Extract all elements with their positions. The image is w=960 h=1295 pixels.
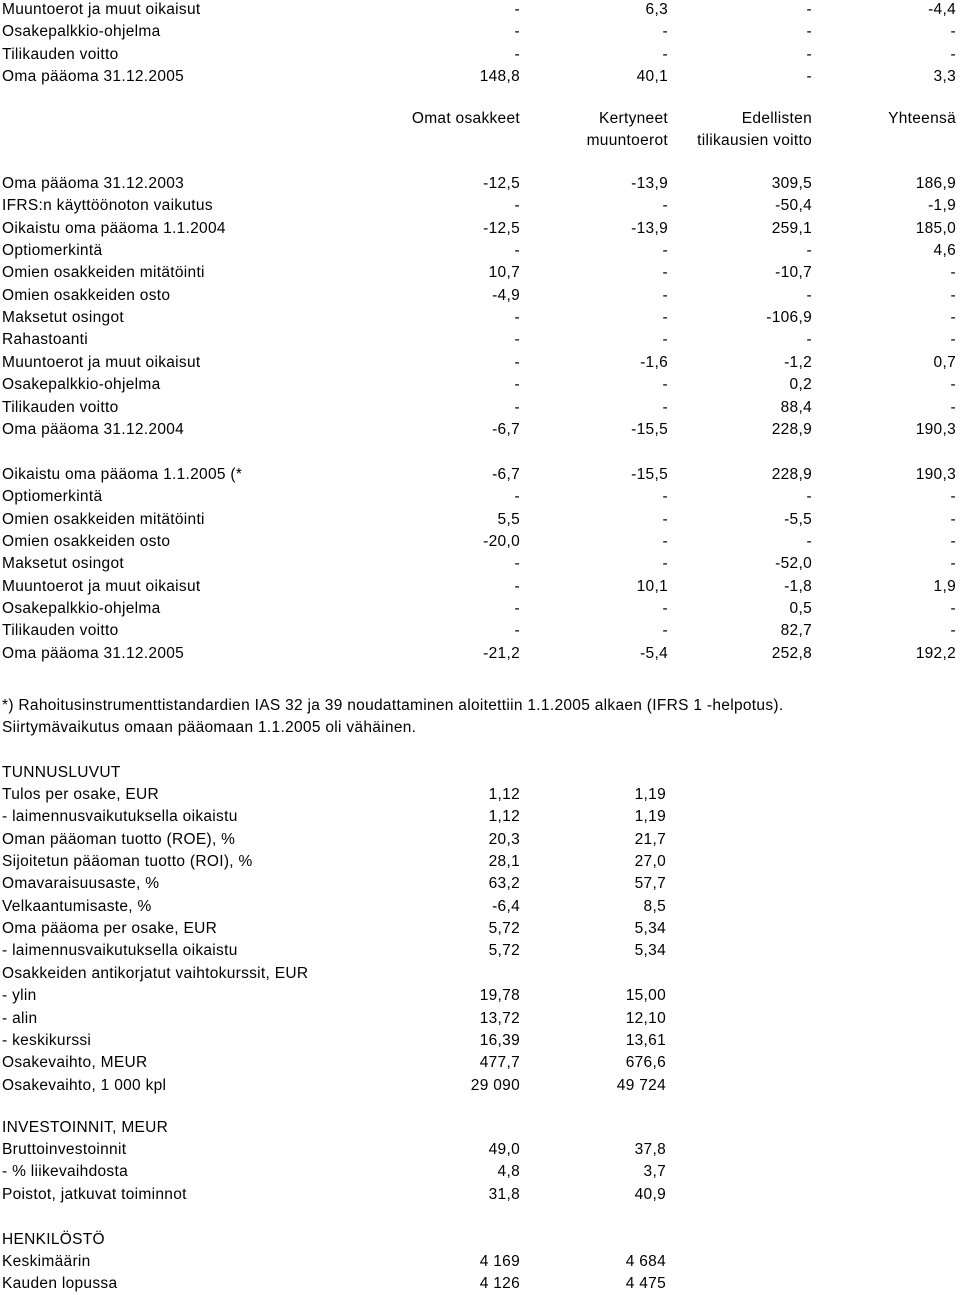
- row-label: Omien osakkeiden mitätöinti: [2, 510, 205, 528]
- cell-value: -: [514, 353, 520, 371]
- cell-value: 0,2: [789, 376, 812, 394]
- row-label: Tilikauden voitto: [2, 45, 119, 63]
- cell-value: 6,3: [645, 1, 668, 18]
- cell-value: -6,7: [492, 420, 520, 438]
- table-row: [0, 1184, 960, 1206]
- cell-value: 1,12: [488, 786, 520, 803]
- cell-value: 8,5: [643, 897, 666, 915]
- table-row: [0, 195, 960, 217]
- header-tilikausien-voitto: tilikausien voitto: [697, 132, 812, 149]
- row-label: - ylin: [2, 987, 37, 1005]
- row-label: Muuntoerot ja muut oikaisut: [2, 577, 201, 595]
- cell-value: 228,9: [771, 420, 812, 438]
- cell-value: 4 684: [625, 1253, 666, 1270]
- table-row: [0, 1008, 960, 1030]
- cell-value: -50,4: [775, 197, 812, 215]
- cell-value: -: [806, 488, 812, 506]
- cell-value: -: [950, 45, 956, 63]
- cell-value: -15,5: [631, 466, 668, 483]
- cell-value: 49 724: [616, 1076, 666, 1094]
- cell-value: -6,4: [492, 897, 520, 915]
- cell-value: 259,1: [771, 219, 812, 237]
- cell-value: 5,72: [488, 920, 520, 938]
- cell-value: 13,61: [625, 1031, 666, 1049]
- row-label: Oma pääoma 31.12.2005: [2, 644, 185, 662]
- row-label: Oma pääoma per osake, EUR: [2, 920, 218, 938]
- cell-value: 13,72: [479, 1009, 520, 1027]
- table-row: [0, 873, 960, 895]
- cell-value: 3,7: [643, 1163, 666, 1181]
- cell-value: -: [950, 309, 956, 327]
- row-label: Tulos per osake, EUR: [2, 786, 160, 803]
- cell-value: 309,5: [771, 175, 812, 192]
- cell-value: -: [950, 622, 956, 640]
- cell-value: -4,4: [928, 1, 956, 18]
- row-label: Bruttoinvestoinnit: [2, 1141, 127, 1158]
- row-label: Oma pääoma 31.12.2004: [2, 420, 185, 438]
- cell-value: 1,12: [488, 808, 520, 826]
- table-row: [0, 598, 960, 620]
- cell-value: 477,7: [479, 1054, 520, 1072]
- row-label: - laimennusvaikutuksella oikaistu: [2, 942, 238, 960]
- cell-value: -: [662, 555, 668, 573]
- cell-value: 185,0: [915, 219, 956, 237]
- cell-value: -: [662, 264, 668, 282]
- row-label: Sijoitetun pääoman tuotto (ROI), %: [2, 853, 253, 871]
- table-row: [0, 553, 960, 575]
- cell-value: -: [806, 533, 812, 551]
- row-label: Maksetut osingot: [2, 309, 124, 327]
- cell-value: -5,4: [640, 644, 668, 662]
- cell-value: 5,72: [488, 942, 520, 960]
- cell-value: -: [950, 533, 956, 551]
- cell-value: 190,3: [915, 420, 956, 438]
- row-label: - laimennusvaikutuksella oikaistu: [2, 808, 238, 826]
- table-row: [0, 896, 960, 918]
- cell-value: 21,7: [634, 830, 666, 848]
- table-row: [0, 352, 960, 374]
- cell-value: -12,5: [483, 219, 520, 237]
- header-edellisten: Edellisten: [741, 110, 812, 127]
- cell-value: -: [514, 622, 520, 640]
- cell-value: -: [662, 622, 668, 640]
- header-omat-osakkeet: Omat osakkeet: [411, 110, 520, 127]
- cell-value: 4 126: [479, 1275, 520, 1293]
- table-row: [0, 806, 960, 828]
- cell-value: 0,7: [933, 353, 956, 371]
- cell-value: -: [950, 264, 956, 282]
- cell-value: -: [806, 286, 812, 304]
- row-label: Osakevaihto, 1 000 kpl: [2, 1076, 167, 1094]
- cell-value: -1,2: [784, 353, 812, 371]
- cell-value: -: [662, 331, 668, 349]
- table-row: [0, 240, 960, 262]
- table-row: [0, 285, 960, 307]
- cell-value: -: [662, 398, 668, 416]
- cell-value: 1,19: [634, 808, 666, 826]
- table-row: [0, 66, 960, 88]
- cell-value: -: [514, 309, 520, 327]
- row-label: - alin: [2, 1009, 38, 1027]
- row-label: Muuntoerot ja muut oikaisut: [2, 1, 201, 18]
- row-label: Omavaraisuusaste, %: [2, 875, 160, 893]
- row-label: Oma pääoma 31.12.2003: [2, 175, 185, 192]
- cell-value: 186,9: [915, 175, 956, 192]
- row-label: Oma pääoma 31.12.2005: [2, 68, 185, 86]
- cell-value: 37,8: [634, 1141, 666, 1158]
- row-label: - keskikurssi: [2, 1031, 92, 1049]
- row-label: Oikaistu oma pääoma 1.1.2005 (*: [2, 466, 243, 483]
- cell-value: 88,4: [780, 398, 812, 416]
- cell-value: -10,7: [775, 264, 812, 282]
- row-label: Osakkeiden antikorjatut vaihtokurssit, EUR: [2, 964, 309, 982]
- cell-value: -: [950, 398, 956, 416]
- row-label: Keskimäärin: [2, 1253, 91, 1270]
- row-label: Maksetut osingot: [2, 555, 124, 573]
- cell-value: 4 475: [625, 1275, 666, 1293]
- cell-value: -: [662, 242, 668, 260]
- table-row: [0, 21, 960, 43]
- table-row: [0, 576, 960, 598]
- cell-value: -: [950, 376, 956, 394]
- cell-value: -: [514, 600, 520, 618]
- row-label: Kauden lopussa: [2, 1275, 118, 1293]
- cell-value: 49,0: [488, 1141, 520, 1158]
- cell-value: -: [662, 286, 668, 304]
- cell-value: -: [662, 533, 668, 551]
- cell-value: 192,2: [915, 644, 956, 662]
- cell-value: 190,3: [915, 466, 956, 483]
- cell-value: 29 090: [470, 1076, 520, 1094]
- cell-value: -4,9: [492, 286, 520, 304]
- table-row: [0, 985, 960, 1007]
- footnote-line-2: Siirtymävaikutus omaan pääomaan 1.1.2005 oli vähäinen.: [2, 719, 417, 736]
- cell-value: -106,9: [766, 309, 812, 327]
- row-label: Oikaistu oma pääoma 1.1.2004: [2, 219, 226, 237]
- cell-value: 4,6: [933, 242, 956, 260]
- table-row: [0, 1052, 960, 1074]
- cell-value: 15,00: [625, 987, 666, 1005]
- row-label: Oman pääoman tuotto (ROE), %: [2, 830, 236, 848]
- table-row: [0, 44, 960, 66]
- cell-value: 31,8: [488, 1185, 520, 1203]
- cell-value: 40,1: [636, 68, 668, 86]
- cell-value: -1,9: [928, 197, 956, 215]
- row-label: Rahastoanti: [2, 331, 89, 349]
- table-row: [0, 307, 960, 329]
- cell-value: 10,1: [636, 577, 668, 595]
- row-label: Tilikauden voitto: [2, 398, 119, 416]
- table-row: [0, 1075, 960, 1097]
- table-row: [0, 531, 960, 553]
- cell-value: 5,5: [497, 510, 520, 528]
- row-label: Osakepalkkio-ohjelma: [2, 600, 161, 618]
- cell-value: 82,7: [780, 622, 812, 640]
- table-row: [0, 329, 960, 351]
- cell-value: -: [514, 23, 520, 41]
- cell-value: -: [514, 331, 520, 349]
- cell-value: 57,7: [634, 875, 666, 893]
- table-row: [0, 419, 960, 441]
- cell-value: 28,1: [488, 853, 520, 871]
- cell-value: 3,3: [933, 68, 956, 86]
- cell-value: -: [806, 331, 812, 349]
- cell-value: 0,5: [789, 600, 812, 618]
- row-label: Osakevaihto, MEUR: [2, 1054, 148, 1072]
- header-kertyneet: Kertyneet: [598, 110, 668, 127]
- cell-value: -: [662, 510, 668, 528]
- row-label: Optiomerkintä: [2, 242, 103, 260]
- header-yhteensa: Yhteensä: [888, 110, 956, 127]
- cell-value: -: [950, 23, 956, 41]
- cell-value: 10,7: [488, 264, 520, 282]
- row-label: Osakepalkkio-ohjelma: [2, 376, 161, 394]
- row-label: IFRS:n käyttöönoton vaikutus: [2, 197, 213, 215]
- cell-value: -: [514, 242, 520, 260]
- cell-value: -: [514, 197, 520, 215]
- cell-value: 40,9: [634, 1185, 666, 1203]
- row-label: Omien osakkeiden osto: [2, 286, 171, 304]
- table-row: [0, 262, 960, 284]
- cell-value: -: [662, 197, 668, 215]
- cell-value: -13,9: [631, 219, 668, 237]
- cell-value: -6,7: [492, 466, 520, 483]
- table-row: [0, 620, 960, 642]
- cell-value: 5,34: [634, 920, 666, 938]
- cell-value: -20,0: [483, 533, 520, 551]
- cell-value: -13,9: [631, 175, 668, 192]
- table-row: [0, 851, 960, 873]
- table-row: [0, 397, 960, 419]
- row-label: - % liikevaihdosta: [2, 1163, 129, 1181]
- cell-value: 228,9: [771, 466, 812, 483]
- cell-value: -: [514, 577, 520, 595]
- cell-value: 19,78: [479, 987, 520, 1005]
- table-row: [0, 784, 960, 806]
- table-row: [0, 509, 960, 531]
- cell-value: -: [950, 510, 956, 528]
- row-label: Optiomerkintä: [2, 488, 103, 506]
- cell-value: 5,34: [634, 942, 666, 960]
- row-label: Poistot, jatkuvat toiminnot: [2, 1185, 187, 1203]
- investoinnit-title: INVESTOINNIT, MEUR: [2, 1119, 169, 1136]
- cell-value: 16,39: [479, 1031, 520, 1049]
- table-row: [0, 940, 960, 962]
- cell-value: 676,6: [625, 1054, 666, 1072]
- cell-value: -: [662, 23, 668, 41]
- row-label: Muuntoerot ja muut oikaisut: [2, 353, 201, 371]
- cell-value: -: [806, 23, 812, 41]
- table-row: [0, 1161, 960, 1183]
- cell-value: -: [950, 331, 956, 349]
- table-row: [0, 0, 960, 21]
- table-row: [0, 1251, 960, 1273]
- footnote-line-1: *) Rahoitusinstrumenttistandardien IAS 32 ja 39 noudattaminen aloitettiin 1.1.2005 alkaen (IFRS 1 -helpotus).: [2, 697, 784, 714]
- cell-value: 1,9: [933, 577, 956, 595]
- cell-value: -: [514, 398, 520, 416]
- cell-value: -: [806, 242, 812, 260]
- cell-value: -: [806, 45, 812, 63]
- cell-value: -: [950, 488, 956, 506]
- cell-value: 12,10: [625, 1009, 666, 1027]
- table-row: [0, 173, 960, 195]
- cell-value: -: [662, 309, 668, 327]
- cell-value: 63,2: [488, 875, 520, 893]
- cell-value: -: [662, 45, 668, 63]
- cell-value: -: [662, 600, 668, 618]
- cell-value: -52,0: [775, 555, 812, 573]
- row-label: Velkaantumisaste, %: [2, 897, 152, 915]
- row-label: Omien osakkeiden osto: [2, 533, 171, 551]
- cell-value: -: [806, 68, 812, 86]
- cell-value: -: [662, 488, 668, 506]
- cell-value: 4,8: [497, 1163, 520, 1181]
- cell-value: -: [662, 376, 668, 394]
- table-row: [0, 1273, 960, 1295]
- table-row: [0, 486, 960, 508]
- cell-value: -5,5: [784, 510, 812, 528]
- row-label: Omien osakkeiden mitätöinti: [2, 264, 205, 282]
- table-row: [0, 918, 960, 940]
- cell-value: 20,3: [488, 830, 520, 848]
- cell-value: 252,8: [771, 644, 812, 662]
- table-row: [0, 218, 960, 240]
- henkilosto-title: HENKILÖSTÖ: [2, 1231, 105, 1248]
- cell-value: -: [950, 286, 956, 304]
- table-row: [0, 374, 960, 396]
- table-row: [0, 643, 960, 665]
- cell-value: 27,0: [634, 853, 666, 871]
- cell-value: -: [514, 376, 520, 394]
- table-row: [0, 1030, 960, 1052]
- cell-value: 1,19: [634, 786, 666, 803]
- cell-value: -: [514, 1, 520, 18]
- row-label: Osakepalkkio-ohjelma: [2, 23, 161, 41]
- cell-value: -12,5: [483, 175, 520, 192]
- table-row: [0, 464, 960, 486]
- table-row: [0, 963, 960, 985]
- cell-value: -: [514, 45, 520, 63]
- table-row: [0, 829, 960, 851]
- cell-value: -1,8: [784, 577, 812, 595]
- cell-value: -21,2: [483, 644, 520, 662]
- cell-value: -15,5: [631, 420, 668, 438]
- cell-value: -: [514, 555, 520, 573]
- cell-value: -: [514, 488, 520, 506]
- cell-value: -: [950, 600, 956, 618]
- cell-value: -: [806, 1, 812, 18]
- cell-value: -1,6: [640, 353, 668, 371]
- header-muuntoerot: muuntoerot: [586, 132, 668, 149]
- table-row: [0, 1139, 960, 1161]
- cell-value: 148,8: [479, 68, 520, 86]
- tunnusluvut-title: TUNNUSLUVUT: [2, 764, 121, 781]
- cell-value: -: [950, 555, 956, 573]
- row-label: Tilikauden voitto: [2, 622, 119, 640]
- cell-value: 4 169: [479, 1253, 520, 1270]
